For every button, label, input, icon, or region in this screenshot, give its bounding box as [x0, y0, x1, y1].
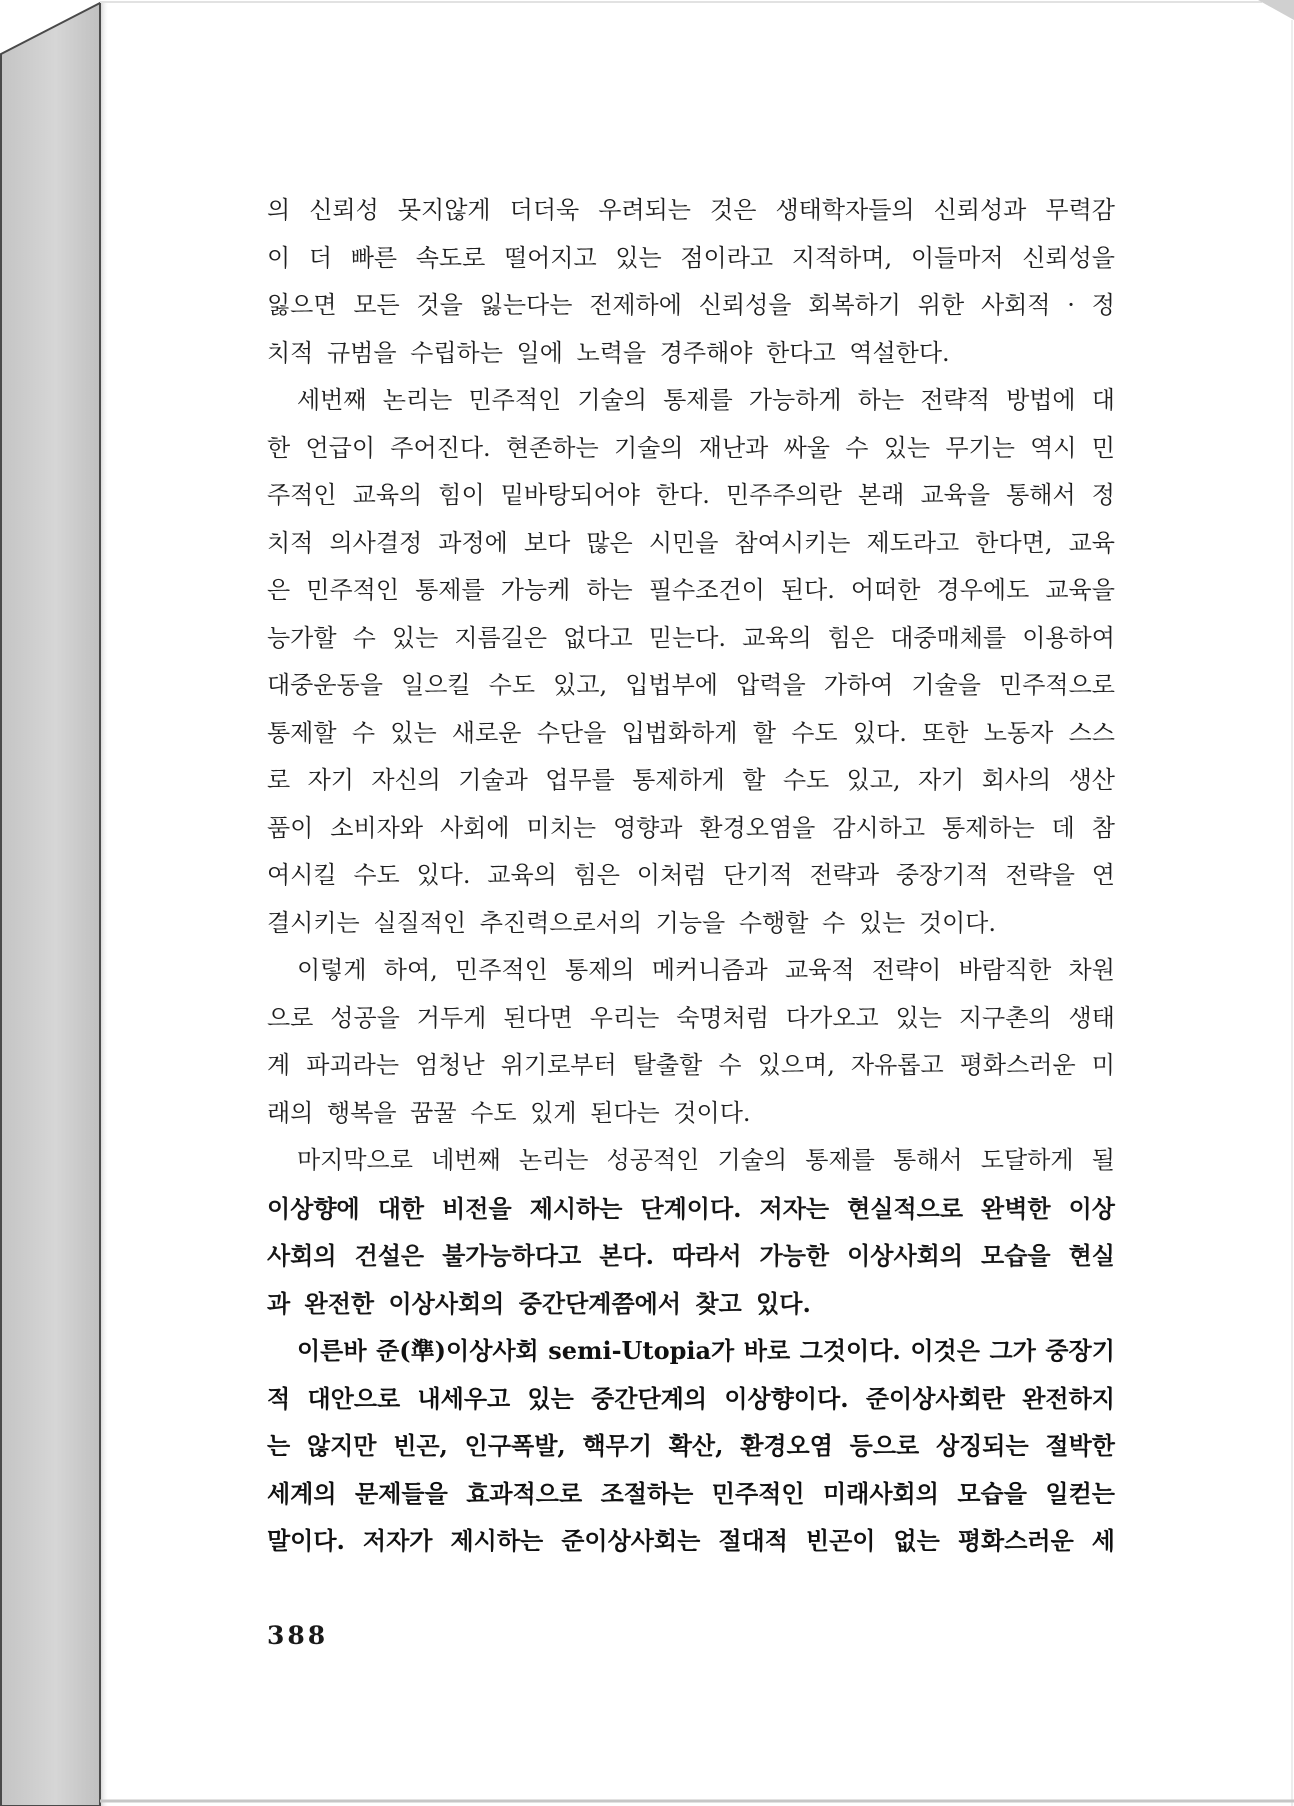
word: 확산,: [668, 1431, 724, 1460]
word: 우리는: [589, 1003, 660, 1032]
word: 정: [1091, 481, 1115, 509]
word: 통해서: [893, 1146, 963, 1174]
word: 제시하는: [450, 1526, 544, 1555]
word: 숙명처럼: [676, 1003, 769, 1032]
word: 적: [267, 1383, 291, 1413]
word: 평화스러운: [959, 1051, 1076, 1079]
word: 으로: [267, 1003, 314, 1032]
word: 대중매체를: [890, 623, 1007, 652]
word: 인구폭발,: [464, 1431, 566, 1460]
word: 민주적인: [711, 1478, 805, 1508]
word: 무기는: [945, 433, 1015, 462]
word: 의사결정: [329, 528, 423, 557]
word: 새로운: [451, 718, 522, 747]
text-line: [267, 1185, 1115, 1233]
word: 참여시키는: [734, 528, 851, 557]
text-line: 결시키는 실질적인 추진력으로서의 기능을 수행할 수 있는 것이다.: [267, 908, 996, 937]
word: 모습을: [957, 1478, 1027, 1508]
word: 대한: [377, 1193, 425, 1223]
word: 못지않게: [397, 196, 491, 224]
word: 등으로: [849, 1431, 920, 1460]
word: 수: [352, 623, 376, 652]
text-line: [267, 710, 1115, 758]
word: 완벽한: [981, 1193, 1051, 1223]
word: 전제하에: [589, 291, 682, 319]
word: 또한: [922, 718, 969, 747]
word: 시민을: [648, 528, 719, 557]
word: 논리는: [382, 386, 453, 414]
word: 수도: [782, 766, 830, 794]
word: 한다.: [655, 481, 710, 509]
word: 한다면,: [975, 528, 1053, 557]
paragraph: [267, 187, 1115, 377]
word: 할: [742, 766, 766, 794]
word: 준이상사회란: [865, 1383, 1005, 1413]
word: 기술을: [911, 671, 981, 699]
word: 생태: [1068, 1003, 1115, 1032]
word: 저자가: [362, 1526, 433, 1555]
text-line: [267, 662, 1115, 710]
word: 민주주의란: [726, 481, 842, 509]
word: 이상: [1068, 1193, 1115, 1223]
word: 않지만: [306, 1431, 377, 1460]
word: 사회에: [439, 813, 510, 842]
word: 계: [267, 1051, 291, 1079]
word: 하는: [586, 576, 633, 604]
text-line: [267, 187, 1115, 235]
word: 된다면: [503, 1003, 573, 1032]
word: 중장기적: [895, 861, 989, 889]
word: 압력을: [736, 671, 806, 699]
word: 역시: [1030, 433, 1077, 462]
word: 거두게: [416, 1003, 487, 1032]
word: 기술의: [717, 1146, 788, 1174]
text-line: [267, 235, 1115, 283]
word: 비전을: [442, 1193, 512, 1223]
word: 빈곤이: [805, 1526, 876, 1555]
word: 사회적: [980, 291, 1051, 319]
word: 통제를: [663, 386, 733, 414]
word: 이상향에: [267, 1193, 360, 1223]
word: 기술의: [577, 386, 647, 414]
text-line: 치적 규범을 수립하는 일에 노력을 경주해야 한다고 역설한다.: [267, 338, 950, 367]
text-line: [267, 757, 1115, 805]
word: 있고,: [846, 766, 901, 794]
word: 있는: [895, 1003, 942, 1032]
word: 있는: [883, 433, 931, 462]
word: 미치는: [526, 813, 597, 842]
word: 통제의: [565, 956, 635, 984]
word: 지름길은: [454, 623, 548, 652]
word: 떨어지고: [503, 243, 597, 272]
word: 통제를: [415, 576, 485, 604]
word: 필수조건이: [648, 576, 765, 604]
word: 소비자와: [330, 813, 424, 842]
word: 방법에: [1006, 386, 1076, 414]
word: 회사의: [981, 766, 1052, 794]
page-corner-fold: [1258, 0, 1294, 20]
word: 기술과: [458, 766, 528, 794]
word: 품이: [267, 813, 314, 842]
word: 의: [267, 196, 291, 224]
word: 우려되는: [598, 196, 691, 224]
word: 절박한: [1045, 1431, 1115, 1460]
text-line: [267, 567, 1115, 615]
word: 현실적으로: [847, 1193, 964, 1223]
word: 평화스러운: [957, 1526, 1074, 1555]
word: 민: [1091, 433, 1115, 462]
word: 이른바: [297, 1336, 367, 1365]
word: 교육의: [742, 623, 812, 652]
word: 사회의: [267, 1241, 337, 1270]
word: 파괴라는: [306, 1051, 400, 1079]
word: 기술의: [613, 433, 684, 462]
word: 일으킬: [401, 671, 471, 699]
word: 민주적인: [306, 576, 400, 604]
word: 있고,: [553, 671, 608, 699]
text-line: [267, 995, 1115, 1043]
word: 중장기: [1045, 1336, 1115, 1365]
word: 세: [1091, 1526, 1115, 1555]
text-line: [267, 805, 1115, 853]
word: 모습을: [981, 1241, 1051, 1270]
paragraph: [267, 1137, 1115, 1327]
word: 주적인: [267, 481, 337, 509]
word: 입법화하게: [621, 718, 738, 747]
word: 대중운동을: [267, 671, 383, 699]
word: 업무를: [545, 766, 615, 794]
word: 효과적으로: [466, 1478, 583, 1508]
word: 문제들을: [355, 1478, 448, 1508]
word: 이들마저: [910, 243, 1004, 272]
word: 지구촌의: [958, 1003, 1052, 1032]
word: 수단을: [536, 718, 607, 747]
word: 교육을: [920, 481, 991, 509]
word: 이것은: [910, 1336, 980, 1365]
word: 수도: [488, 671, 536, 699]
word: 치적: [267, 528, 314, 557]
word: 준(準)이상사회: [376, 1336, 539, 1365]
word: 성공적인: [606, 1146, 700, 1174]
word: 하여,: [383, 956, 438, 984]
text-line: [267, 1375, 1115, 1423]
word: 회복하기: [808, 291, 901, 319]
word: 논리는: [518, 1146, 589, 1174]
word: 준이상사회는: [561, 1526, 701, 1555]
word: 경우에도: [936, 576, 1030, 604]
word: 단기적: [723, 861, 793, 889]
word: 현존하는: [505, 433, 599, 462]
word: 내세우고: [417, 1383, 511, 1413]
word: 탈출할: [632, 1051, 703, 1079]
text-line: [267, 615, 1115, 663]
word: 중간단계의: [591, 1383, 708, 1413]
word: 로: [267, 766, 291, 794]
text-line: [267, 1470, 1115, 1518]
word: 할: [752, 718, 776, 747]
word: 자기: [307, 766, 354, 794]
word: 제시하는: [529, 1193, 623, 1223]
word: 싸울: [783, 433, 830, 462]
word: 정: [1091, 291, 1115, 319]
word: 노동자: [983, 718, 1054, 747]
word: 세번째: [297, 386, 367, 414]
word: 이상사회의: [847, 1241, 964, 1270]
text-line: [267, 377, 1115, 425]
word: 힘은: [827, 623, 875, 652]
word: 교육: [1068, 528, 1115, 557]
word: 전략이: [871, 956, 942, 984]
word: 참: [1091, 813, 1115, 842]
word: 통제하는: [941, 813, 1035, 842]
word: 자신의: [371, 766, 441, 794]
word: 영향과: [612, 813, 683, 842]
word: 이상향이다.: [724, 1383, 849, 1413]
word: 통해서: [1006, 481, 1076, 509]
word: 통제를: [805, 1146, 875, 1174]
word: 더: [308, 243, 333, 272]
word: 절대적: [718, 1526, 788, 1555]
word: 일컫는: [1045, 1478, 1115, 1508]
word: 본래: [858, 481, 905, 509]
word: 가능하게: [748, 386, 842, 414]
word: 힘은: [573, 861, 620, 889]
word: semi-Utopia가: [548, 1336, 735, 1365]
word: 있다.: [416, 861, 471, 889]
word: 은: [267, 576, 291, 604]
word: 저자는: [759, 1193, 830, 1223]
word: 민주적인: [468, 386, 562, 414]
word: 생산: [1068, 766, 1115, 794]
word: 그가: [989, 1336, 1036, 1365]
book-page-edges: [1, 3, 100, 1806]
word: 무력감: [1045, 196, 1115, 224]
word: 속도로: [415, 243, 486, 272]
word: 자유롭고: [850, 1051, 944, 1079]
word: 자기: [917, 766, 965, 794]
text-line: [267, 1422, 1115, 1470]
word: 신뢰성: [309, 196, 379, 224]
word: 있는: [390, 718, 437, 747]
word: 생태학자들의: [775, 196, 915, 224]
word: 점이라고: [680, 243, 774, 272]
text-line: 래의 행복을 꿈꿀 수도 있게 된다는 것이다.: [267, 1098, 751, 1127]
word: 보다: [523, 528, 571, 557]
word: 믿는다.: [648, 623, 727, 652]
paragraph: [267, 947, 1115, 1137]
word: 건설은: [354, 1241, 425, 1270]
word: 데: [1051, 813, 1075, 842]
word: 있다.: [852, 718, 907, 747]
text-line: [267, 472, 1115, 520]
word: 완전하지: [1022, 1383, 1115, 1413]
paragraph: [267, 377, 1115, 947]
word: 힘이: [438, 481, 485, 509]
word: 가능한: [759, 1241, 830, 1270]
word: 미: [1091, 1051, 1115, 1079]
word: 신뢰성과: [933, 196, 1027, 224]
text-line: [267, 1327, 1115, 1375]
word: 환경오염을: [699, 813, 816, 842]
text-line: [267, 425, 1115, 473]
word: 메커니즘과: [651, 956, 768, 984]
word: 교육을: [1045, 576, 1115, 604]
word: 현실: [1068, 1241, 1115, 1270]
word: 제도라고: [866, 528, 960, 557]
word: 이: [267, 243, 291, 272]
word: 그것이다.: [799, 1336, 901, 1365]
word: 교육적: [784, 956, 855, 984]
word: 수: [718, 1051, 742, 1079]
word: 있는: [615, 243, 662, 272]
word: 된다.: [780, 576, 835, 604]
word: 스스: [1068, 718, 1115, 747]
word: 여시킬: [267, 861, 337, 889]
word: 입법부에: [625, 671, 718, 699]
page-number: 388: [267, 1621, 329, 1650]
text-line: [267, 947, 1115, 995]
text-line: [267, 282, 1115, 330]
word: 지적하며,: [791, 243, 893, 272]
word: 가능케: [500, 576, 571, 604]
word: 신뢰성을: [1022, 243, 1115, 272]
word: 민주적으로: [999, 671, 1115, 699]
word: 수도: [791, 718, 838, 747]
word: 가하여: [823, 671, 894, 699]
word: 통제하게: [632, 766, 725, 794]
word: 전략을: [1005, 861, 1075, 889]
word: 과정에: [438, 528, 508, 557]
word: 대: [1091, 386, 1115, 414]
word: 따라서: [671, 1241, 742, 1270]
word: 위한: [917, 291, 965, 319]
text-line: [267, 1042, 1115, 1090]
word: 미래사회의: [823, 1478, 939, 1508]
word: 수: [845, 433, 869, 462]
text-line: [267, 852, 1115, 900]
word: 네번째: [431, 1146, 501, 1174]
word: 환경오염: [740, 1431, 833, 1460]
word: 감시하고: [832, 813, 926, 842]
word: 밑바탕되어야: [500, 481, 640, 509]
word: 엄청난: [415, 1051, 485, 1079]
word: 신뢰성을: [698, 291, 792, 319]
word: 더더욱: [509, 196, 580, 224]
word: 이렇게: [297, 956, 367, 984]
word: 없다고: [563, 623, 633, 652]
word: 불가능하다고: [442, 1241, 582, 1270]
word: 핵무기: [582, 1431, 653, 1460]
word: 본다.: [599, 1241, 654, 1270]
word: 성공을: [330, 1003, 400, 1032]
word: 많은: [586, 528, 633, 557]
word: 대안으로: [307, 1383, 401, 1413]
word: 한: [267, 433, 291, 462]
word: 주어진다.: [390, 433, 491, 462]
word: 차원: [1068, 956, 1115, 984]
word: 통제할: [267, 718, 337, 747]
word: 마지막으로: [297, 1146, 413, 1174]
word: 는: [267, 1431, 291, 1460]
word: 상징되는: [935, 1431, 1029, 1460]
word: 될: [1091, 1146, 1115, 1174]
word: ·: [1067, 291, 1075, 319]
word: 이용하여: [1022, 623, 1115, 652]
page-inner-shadow: [101, 3, 109, 1806]
word: 어떠한: [850, 576, 921, 604]
word: 잃는다는: [479, 291, 573, 319]
word: 단계이다.: [640, 1193, 742, 1223]
word: 능가할: [267, 623, 337, 652]
text-line: [267, 1137, 1115, 1185]
word: 바람직한: [958, 956, 1052, 984]
word: 다가오고: [785, 1003, 879, 1032]
word: 민주적인: [455, 956, 548, 984]
text-line: [267, 520, 1115, 568]
word: 빠른: [350, 243, 398, 272]
word: 이처럼: [636, 861, 707, 889]
paragraph: [267, 1327, 1115, 1565]
word: 교육의: [352, 481, 423, 509]
word: 수도: [353, 861, 400, 889]
word: 전략적: [920, 386, 990, 414]
page-body-text: [267, 187, 1115, 1565]
text-line: 과 완전한 이상사회의 중간단계쯤에서 찾고 있다.: [267, 1288, 811, 1318]
word: 것은: [710, 196, 757, 224]
word: 있으며,: [757, 1051, 835, 1079]
word: 도달하게: [980, 1146, 1074, 1174]
text-line: [267, 1517, 1115, 1565]
word: 수: [351, 718, 376, 747]
word: 말이다.: [267, 1526, 345, 1555]
word: 교육의: [487, 861, 557, 889]
text-line: [267, 1232, 1115, 1280]
word: 모든: [353, 291, 400, 319]
word: 있는: [527, 1383, 574, 1413]
word: 전략과: [809, 861, 880, 889]
word: 있는: [391, 623, 439, 652]
word: 재난과: [698, 433, 769, 462]
word: 바로: [743, 1336, 791, 1365]
word: 없는: [893, 1526, 940, 1555]
word: 언급이: [305, 433, 376, 462]
word: 잃으면: [267, 291, 337, 319]
word: 빈곤,: [393, 1431, 448, 1460]
word: 것을: [416, 291, 463, 319]
word: 세계의: [267, 1478, 337, 1508]
word: 연: [1091, 861, 1115, 889]
word: 조절하는: [600, 1478, 694, 1508]
word: 하는: [857, 386, 905, 414]
word: 위기로부터: [500, 1051, 617, 1079]
